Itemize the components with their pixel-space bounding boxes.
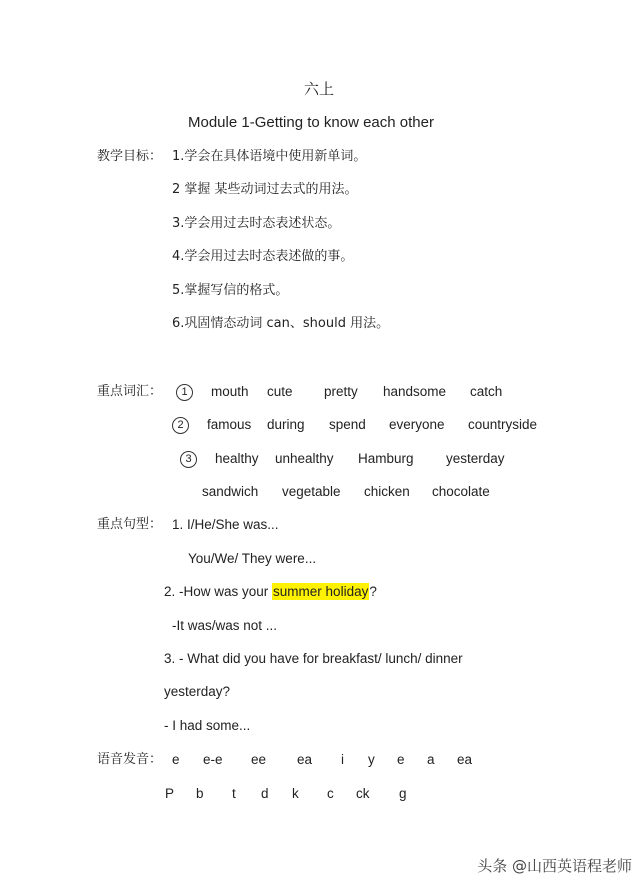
phonics-label: 语音发音： <box>97 752 163 767</box>
sentence-line: 1. I/He/She was... <box>172 517 279 532</box>
sentence-line <box>164 583 377 601</box>
phonics-item: ee <box>251 752 267 767</box>
vocab-word: unhealthy <box>275 451 334 466</box>
vocab-word: during <box>267 417 305 432</box>
phonics-item: d <box>261 786 269 801</box>
phonics-item: k <box>292 786 299 801</box>
sentence-line: 3. - What did you have for breakfast/ lunch/ dinner <box>164 651 463 666</box>
sentences-label: 重点句型： <box>97 517 163 532</box>
vocab-word: sandwich <box>202 484 259 499</box>
vocab-word: famous <box>207 417 252 432</box>
vocab-word: cute <box>267 384 293 399</box>
vocab-word: countryside <box>468 417 538 432</box>
sentence-line: - I had some... <box>164 718 251 733</box>
vocabulary-label: 重点词汇： <box>97 384 163 399</box>
vocab-word: healthy <box>215 451 259 466</box>
objectives-label: 教学目标： <box>97 149 163 164</box>
sentence-prefix: 2. -How was your <box>164 584 273 599</box>
phonics-item: e <box>172 752 180 767</box>
sentence-line: -It was/was not ... <box>172 618 278 633</box>
sentence-line: yesterday? <box>164 684 231 699</box>
phonics-item: a <box>427 752 435 767</box>
vocab-word: Hamburg <box>358 451 414 466</box>
phonics-item: g <box>399 786 407 801</box>
vocab-word: chocolate <box>432 484 490 499</box>
objective-item: 6.巩固情态动词 can、should 用法。 <box>172 316 390 331</box>
vocab-word: handsome <box>383 384 447 399</box>
vocab-word: yesterday <box>446 451 505 466</box>
vocab-word: pretty <box>324 384 358 399</box>
phonics-item: c <box>327 786 334 801</box>
watermark: 头条 @山西英语程老师 <box>477 857 632 875</box>
objective-item: 3.学会用过去时态表述状态。 <box>172 216 341 231</box>
objective-item: 1.学会在具体语境中使用新单词。 <box>172 149 367 164</box>
phonics-item: t <box>232 786 236 801</box>
objective-item: 4.学会用过去时态表述做的事。 <box>172 249 354 264</box>
phonics-item: ea <box>297 752 313 767</box>
phonics-item: e-e <box>203 752 223 767</box>
vocab-word: everyone <box>389 417 445 432</box>
vocab-word: chicken <box>364 484 410 499</box>
phonics-item: b <box>196 786 204 801</box>
sentence-suffix: ? <box>369 584 377 599</box>
group-number-1: 1 <box>176 382 193 401</box>
sentence-line: You/We/ They were... <box>188 551 317 566</box>
phonics-item: ck <box>356 786 370 801</box>
group-number-3: 3 <box>180 449 197 468</box>
grade-heading: 六上 <box>304 80 335 98</box>
phonics-item: e <box>397 752 405 767</box>
phonics-item: P <box>165 786 175 801</box>
vocab-word: catch <box>470 384 503 399</box>
module-title: Module 1-Getting to know each other <box>188 114 434 131</box>
phonics-item: ea <box>457 752 473 767</box>
objective-item: 2 掌握 某些动词过去式的用法。 <box>172 182 358 197</box>
phonics-item: y <box>368 752 375 767</box>
objective-item: 5.掌握写信的格式。 <box>172 283 289 298</box>
vocab-word: spend <box>329 417 366 432</box>
phonics-item: i <box>341 752 344 767</box>
vocab-word: vegetable <box>282 484 341 499</box>
vocab-word: mouth <box>211 384 249 399</box>
group-number-2: 2 <box>172 415 189 434</box>
highlighted-phrase: summer holiday <box>273 584 369 599</box>
